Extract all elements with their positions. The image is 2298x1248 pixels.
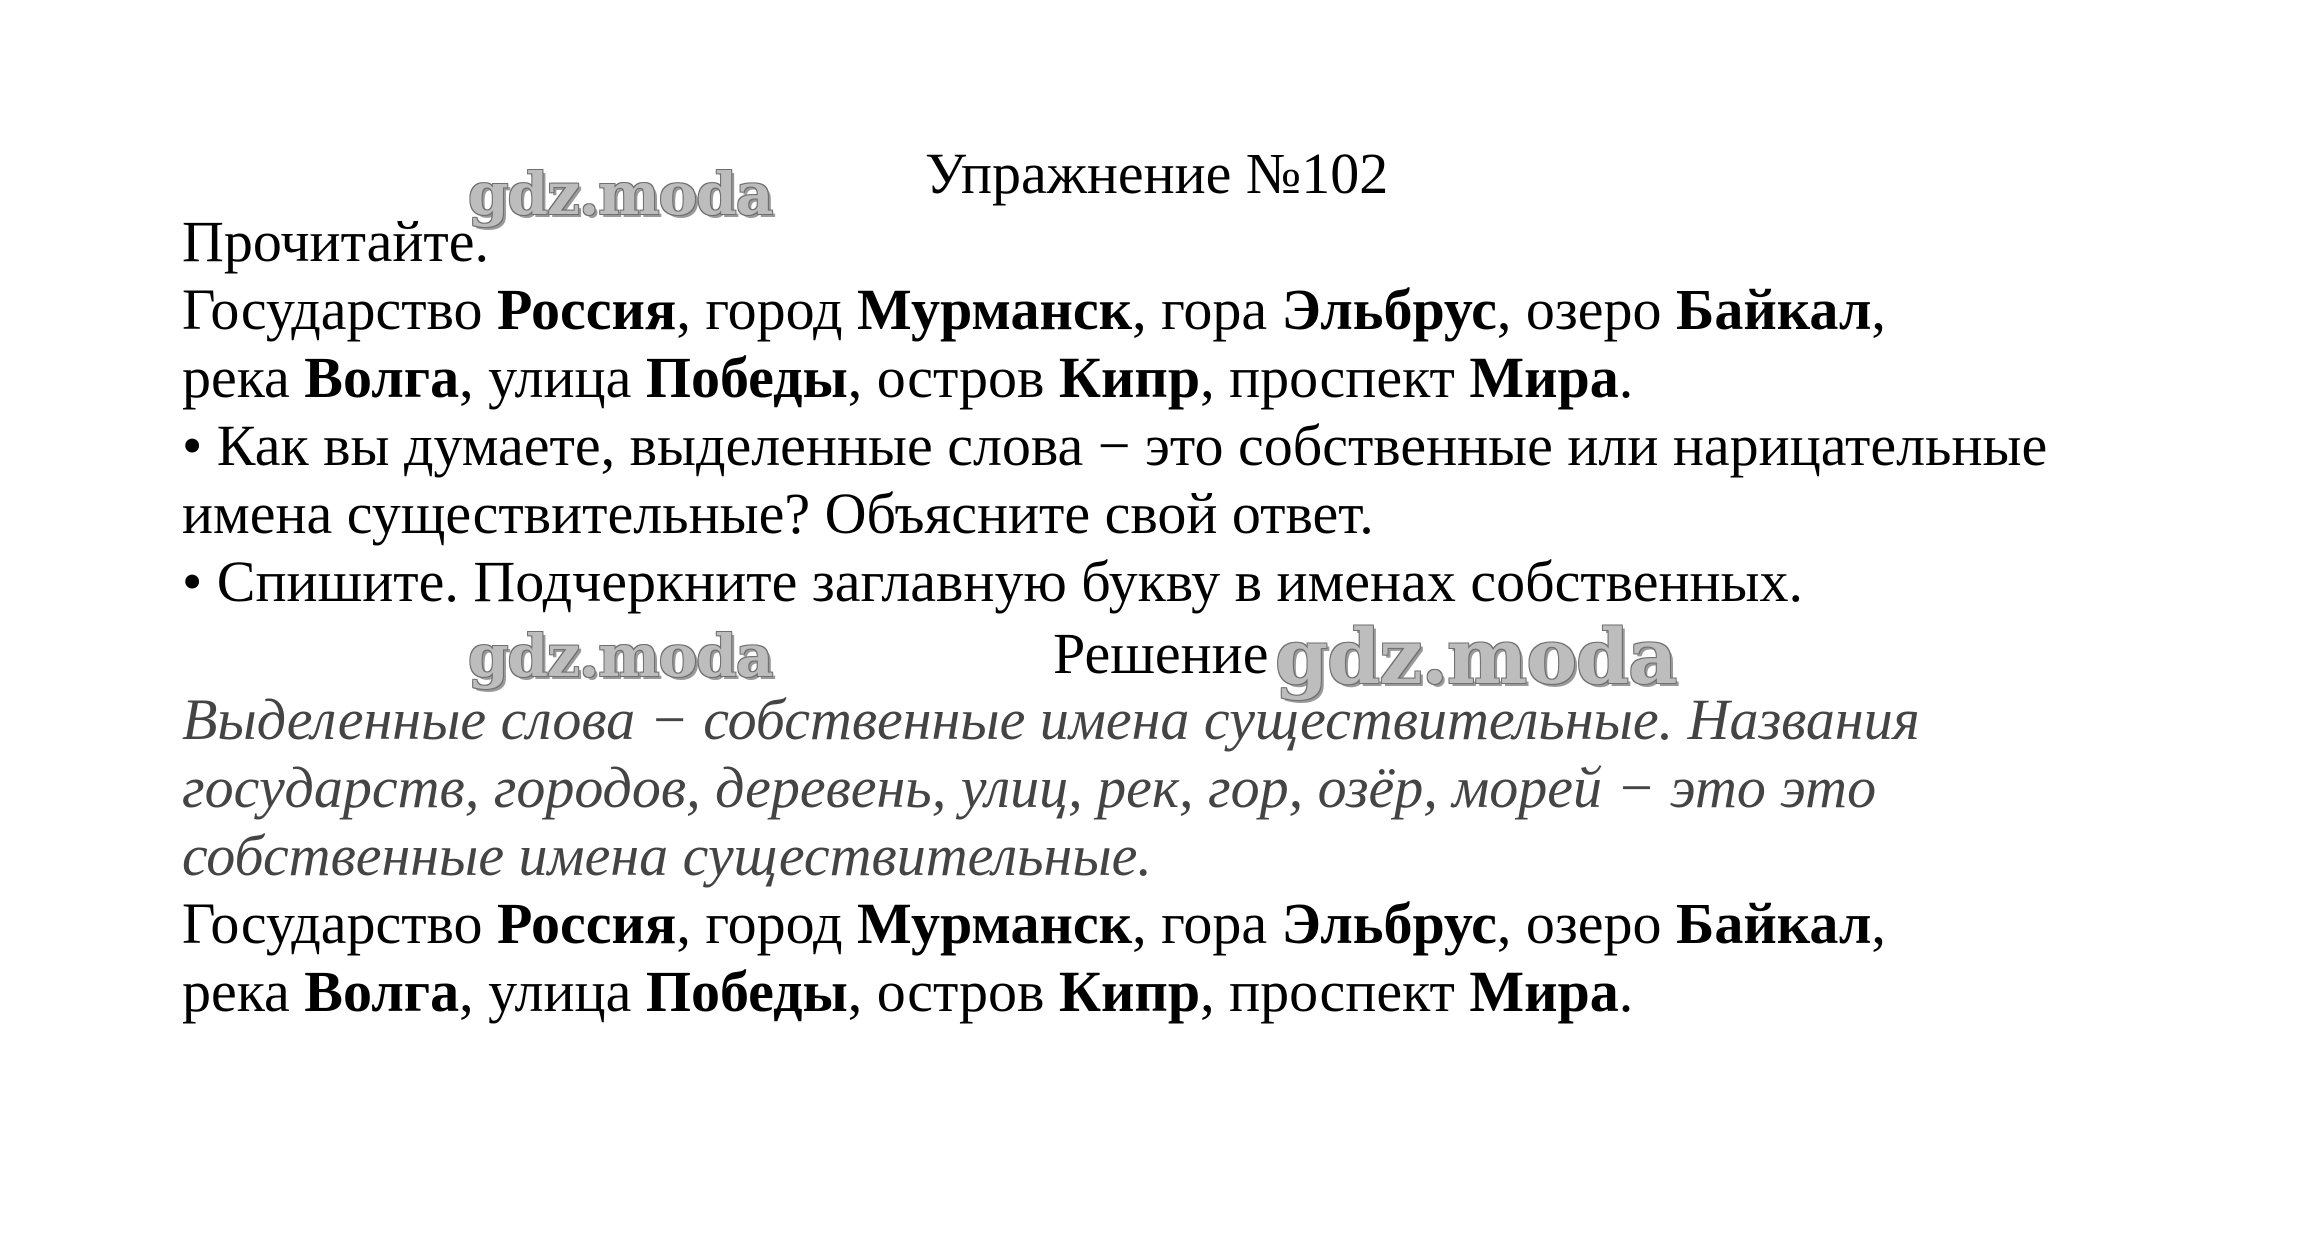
text-fragment: , озеро (1496, 891, 1677, 956)
text-fragment: , улица (459, 345, 646, 410)
bold-word: Кипр (1058, 959, 1201, 1024)
answer-text-line-1 (182, 890, 1886, 958)
bold-word: Мира (1469, 959, 1619, 1024)
watermark-logo: gdz.moda (468, 160, 773, 228)
bold-word: Россия (497, 891, 677, 956)
exercise-text-line-2 (182, 344, 1633, 412)
answer-text-line-2 (182, 958, 1633, 1026)
text-fragment: , улица (459, 959, 646, 1024)
bold-word: Мурманск (857, 891, 1133, 956)
text-fragment: , (1871, 891, 1886, 956)
read-instruction: Прочитайте. (182, 209, 490, 274)
bold-word: Байкал (1676, 891, 1872, 956)
bold-word: Победы (645, 345, 848, 410)
solution-explanation-line-1: Выделенные слова − собственные имена существительные. Названия (182, 687, 1920, 752)
bold-word: Эльбрус (1281, 891, 1497, 956)
text-fragment: , остров (847, 345, 1059, 410)
question-1-line-1: • Как вы думаете, выделенные слова − это собственные или нарицательные (182, 413, 2048, 478)
bold-word: Кипр (1058, 345, 1201, 410)
bold-word: Мурманск (857, 277, 1133, 342)
bold-word: Волга (304, 345, 460, 410)
bold-word: Эльбрус (1281, 277, 1497, 342)
exercise-title: Упражнение №102 (925, 141, 1389, 206)
solution-heading: Решение (1053, 621, 1269, 686)
exercise-text-line-1 (182, 276, 1886, 344)
text-fragment: . (1618, 959, 1634, 1024)
question-1-line-2: имена существительные? Объясните свой ответ. (182, 481, 1374, 546)
text-fragment: , озеро (1496, 277, 1677, 342)
watermark-logo: gdz.moda (1275, 612, 1677, 701)
bold-word: Волга (304, 959, 460, 1024)
watermark-logo: gdz.moda (468, 622, 773, 690)
text-fragment: , (1871, 277, 1886, 342)
text-fragment: , город (676, 891, 858, 956)
text-fragment: , проспект (1200, 345, 1470, 410)
question-2: • Спишите. Подчеркните заглавную букву в именах собственных. (182, 549, 1803, 614)
bold-word: Мира (1469, 345, 1619, 410)
text-fragment: Государство (182, 277, 498, 342)
bold-word: Россия (497, 277, 677, 342)
text-fragment: , гора (1132, 277, 1282, 342)
solution-explanation-line-2: государств, городов, деревень, улиц, рек, гор, озёр, морей − это это (182, 755, 1877, 820)
bold-word: Победы (645, 959, 848, 1024)
text-fragment: , проспект (1200, 959, 1470, 1024)
text-fragment: , остров (847, 959, 1059, 1024)
solution-explanation-line-3: собственные имена существительные. (182, 823, 1152, 888)
text-fragment: река (182, 345, 305, 410)
text-fragment: . (1618, 345, 1634, 410)
text-fragment: Государство (182, 891, 498, 956)
bold-word: Байкал (1676, 277, 1872, 342)
text-fragment: , город (676, 277, 858, 342)
text-fragment: река (182, 959, 305, 1024)
text-fragment: , гора (1132, 891, 1282, 956)
